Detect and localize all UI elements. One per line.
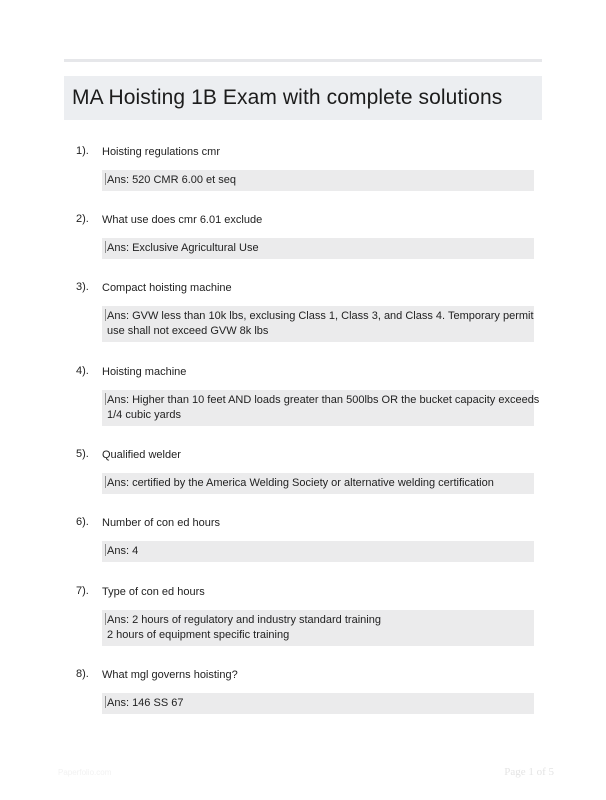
question-number: 4). <box>76 365 89 377</box>
question-text: What mgl governs hoisting? <box>102 669 238 681</box>
question-number: 1). <box>76 145 89 157</box>
answer-text: Ans: 146 SS 67 <box>107 697 184 709</box>
answer-accent-bar <box>105 476 106 488</box>
question-text: Type of con ed hours <box>102 586 205 598</box>
answer-box <box>102 693 534 714</box>
question-number: 3). <box>76 281 89 293</box>
answer-text: Ans: Higher than 10 feet AND loads greater than 500lbs OR the bucket capacity exceeds <box>107 394 540 406</box>
question-text: What use does cmr 6.01 exclude <box>102 214 263 226</box>
answer-text: 1/4 cubic yards <box>107 409 181 421</box>
answer-box <box>102 610 534 646</box>
answer-text: Ans: certified by the America Welding Society or alternative welding certification <box>107 477 494 489</box>
answer-accent-bar <box>105 393 106 405</box>
answer-box <box>102 170 534 191</box>
question-text: Hoisting machine <box>102 366 187 378</box>
answer-box <box>102 238 534 259</box>
answer-accent-bar <box>105 173 106 185</box>
title-banner <box>64 76 542 120</box>
document-title: MA Hoisting 1B Exam with complete solutions <box>72 86 503 109</box>
footer-watermark: Paperfolio.com <box>58 768 112 777</box>
answer-box <box>102 390 540 426</box>
top-divider <box>64 59 542 62</box>
question-number: 8). <box>76 668 89 680</box>
answer-text: use shall not exceed GVW 8k lbs <box>107 325 269 337</box>
question-number: 7). <box>76 585 89 597</box>
answer-box <box>102 473 534 494</box>
answer-box <box>102 541 534 562</box>
answer-text: Ans: 2 hours of regulatory and industry standard training <box>107 614 381 626</box>
answer-accent-bar <box>105 696 106 708</box>
question-text: Qualified welder <box>102 449 181 461</box>
question-number: 2). <box>76 213 89 225</box>
answer-text: 2 hours of equipment specific training <box>107 629 290 641</box>
answer-accent-bar <box>105 241 106 253</box>
question-number: 6). <box>76 516 89 528</box>
answer-accent-bar <box>105 309 106 321</box>
answer-text: Ans: 4 <box>107 545 139 557</box>
answer-accent-bar <box>105 544 106 556</box>
page-indicator: Page 1 of 5 <box>504 766 554 778</box>
answer-text: Ans: 520 CMR 6.00 et seq <box>107 174 237 186</box>
answer-text: Ans: GVW less than 10k lbs, exclusing Class 1, Class 3, and Class 4. Temporary permit <box>107 310 534 322</box>
question-text: Compact hoisting machine <box>102 282 232 294</box>
question-text: Number of con ed hours <box>102 517 221 529</box>
question-number: 5). <box>76 448 89 460</box>
answer-box <box>102 306 534 342</box>
question-text: Hoisting regulations cmr <box>102 146 220 158</box>
answer-accent-bar <box>105 613 106 625</box>
answer-text: Ans: Exclusive Agricultural Use <box>107 242 259 254</box>
